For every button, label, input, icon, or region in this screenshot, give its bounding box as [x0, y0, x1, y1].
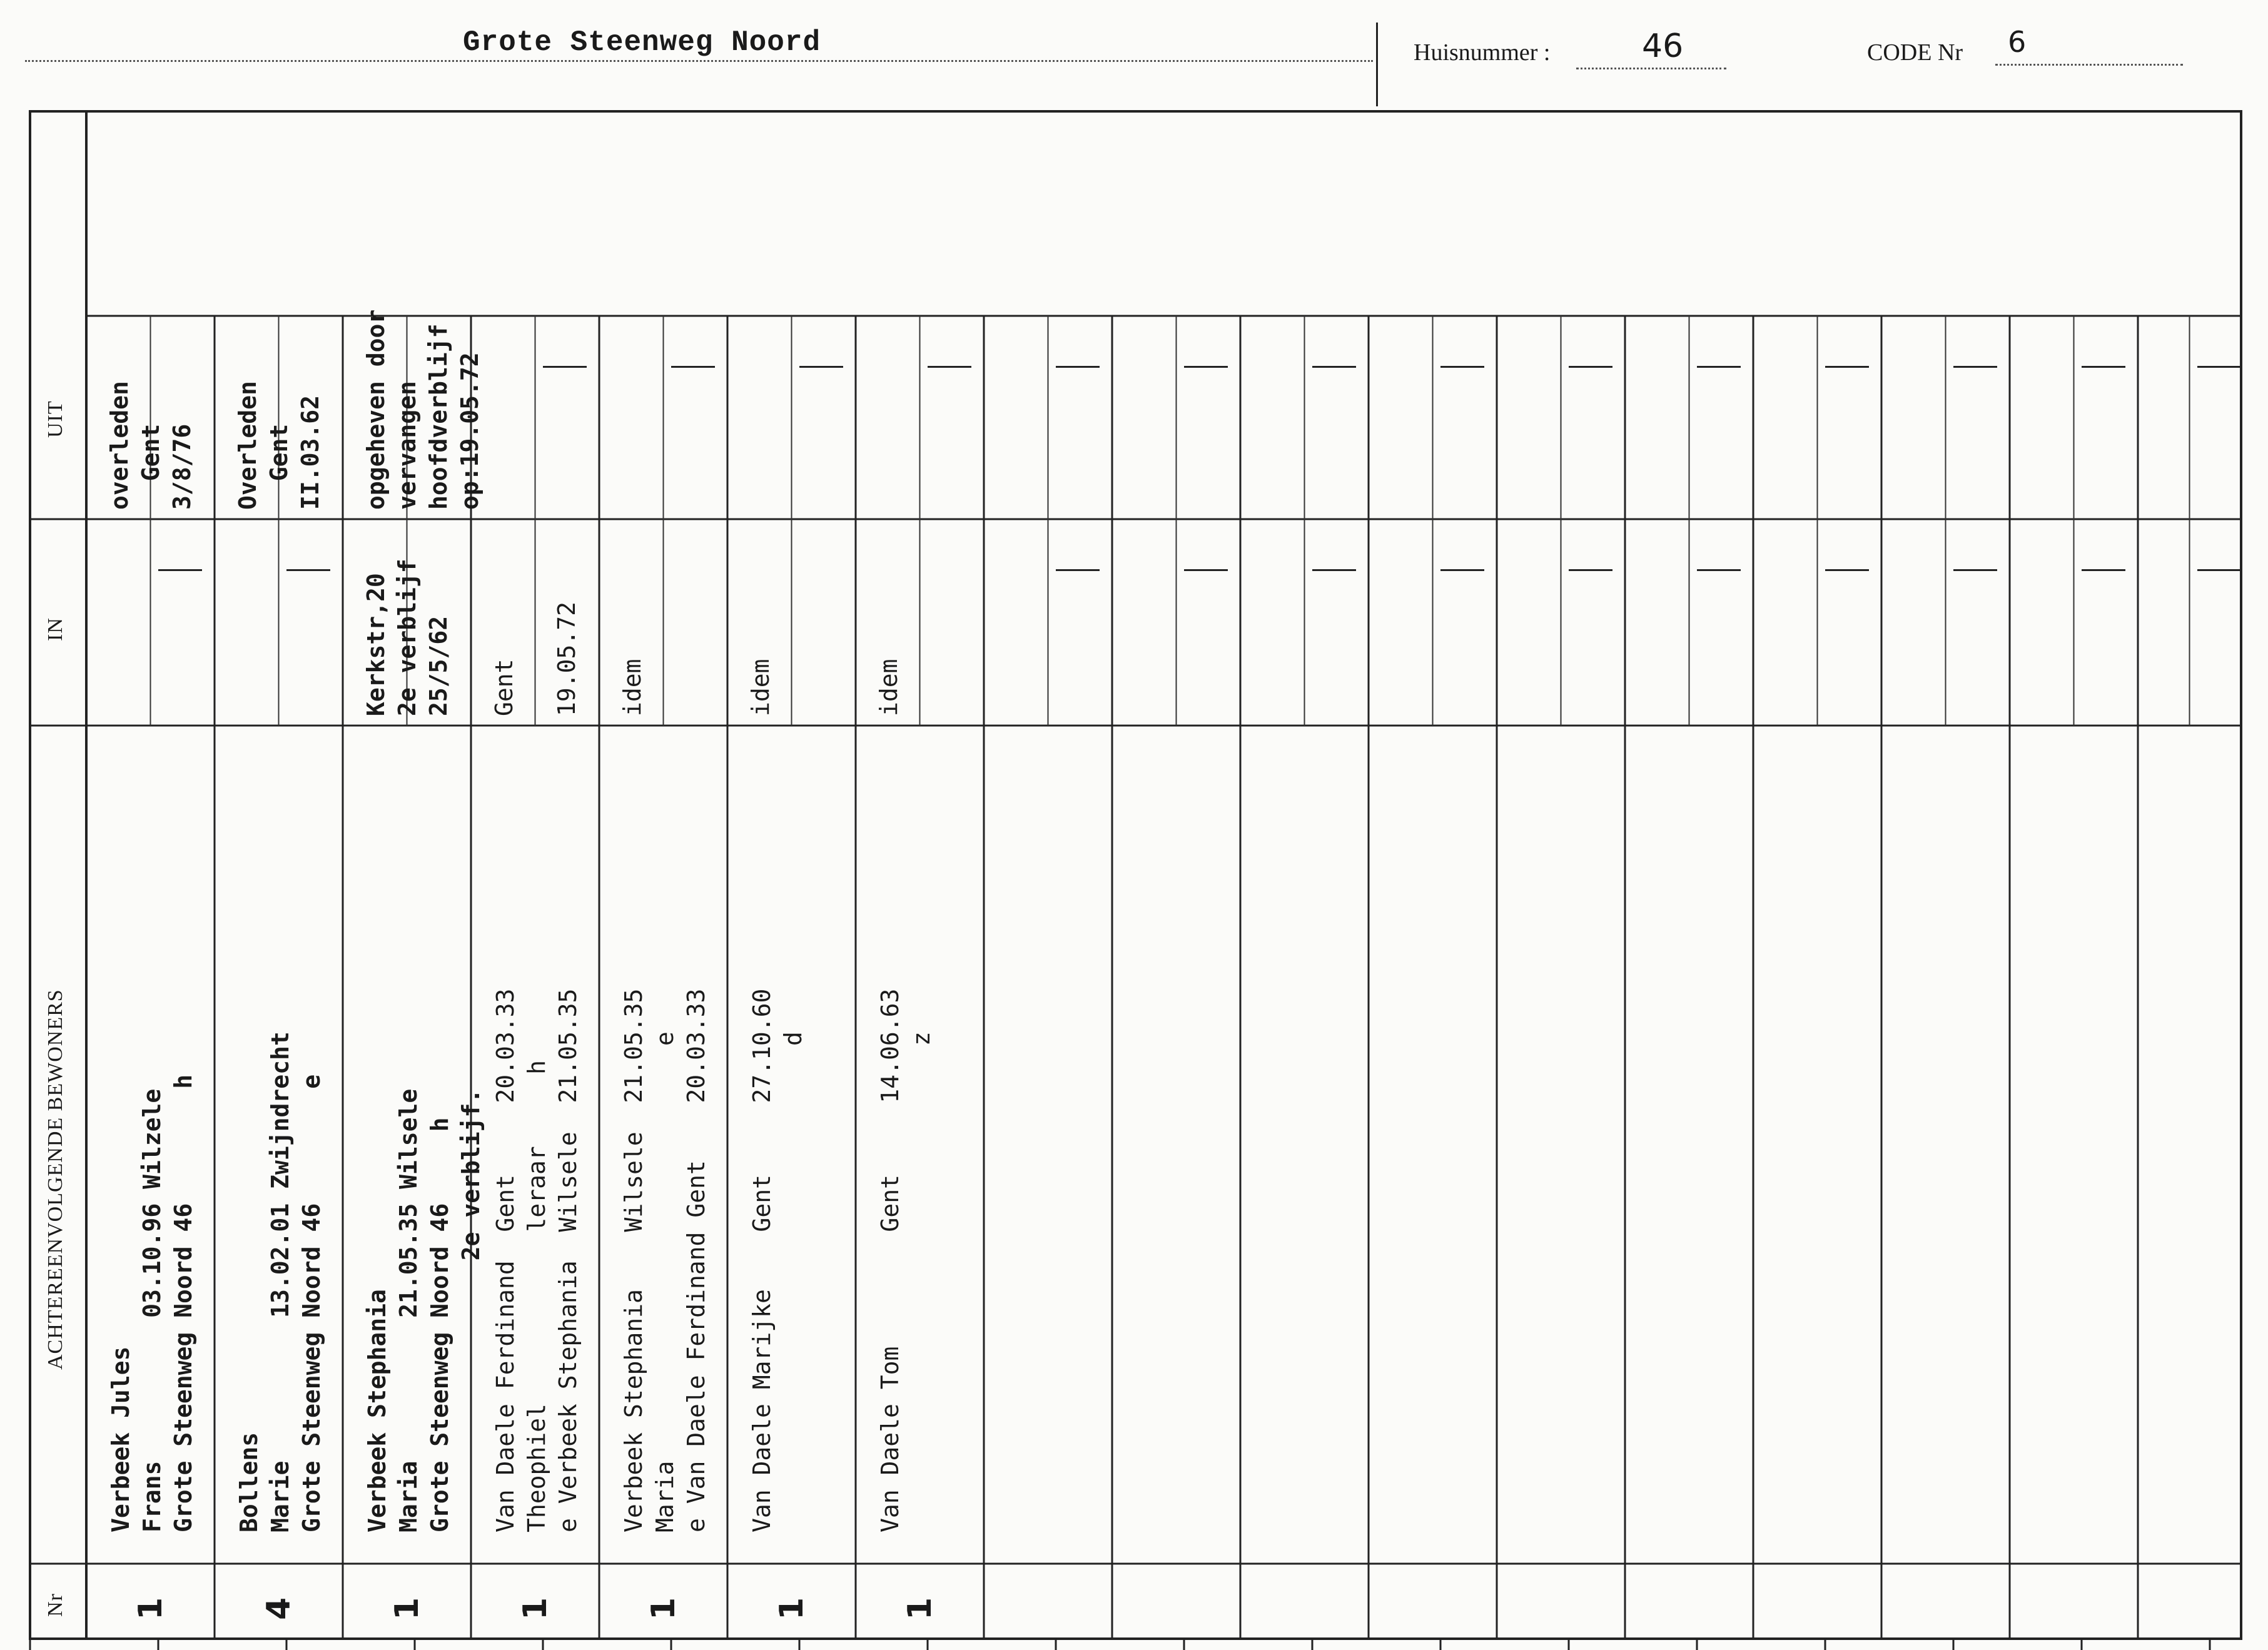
empty-cell-dash: [1440, 569, 1484, 571]
uit-line: vervangen: [393, 381, 421, 510]
resident-line: Theophiel leraar h: [523, 1060, 550, 1532]
uit-line: 3/8/76: [168, 423, 196, 510]
resident-line: Van Daele Marijke Gent 27.10.60: [748, 988, 776, 1532]
entry-nr: 1: [644, 1597, 682, 1620]
resident-line: Maria e: [651, 1031, 679, 1532]
empty-cell-dash: [1953, 569, 1997, 571]
uit-line: opgeheven door: [362, 309, 390, 510]
resident-line: Van Daele Ferdinand Gent 20.03.33: [492, 988, 519, 1532]
entry-nr: 1: [901, 1597, 939, 1620]
entry-resident-block: [874, 989, 937, 1532]
empty-cell-dash: [928, 366, 971, 368]
entry-nr: 4: [260, 1597, 298, 1620]
empty-cell-dash: [1697, 366, 1741, 368]
empty-cell-dash: [671, 366, 715, 368]
in-line: Gent: [490, 659, 518, 716]
in-line: 2e verblijf: [393, 559, 421, 716]
in-line: idem: [747, 659, 774, 716]
empty-cell-dash: [2082, 569, 2125, 571]
resident-line: Van Daele Tom Gent 14.06.63: [876, 988, 904, 1532]
resident-line: e Van Daele Ferdinand Gent 20.03.33: [682, 988, 710, 1532]
resident-line: Verbeek Stephania Wilsele 21.05.35: [620, 988, 647, 1532]
resident-line: Verbeek Jules: [107, 1346, 134, 1532]
empty-cell-dash: [1184, 569, 1228, 571]
resident-line: 2e verblijf.: [457, 1088, 485, 1532]
resident-line: Maria 21.05.35 Wilsele: [395, 1088, 422, 1532]
empty-cell-dash: [1825, 569, 1869, 571]
entry-in: [360, 559, 454, 716]
column-heading-nr: Nr: [44, 1593, 67, 1617]
entry-uit: [104, 381, 198, 510]
in-line: [520, 602, 551, 716]
entry-nr: 1: [388, 1597, 426, 1620]
empty-cell-dash: [1312, 569, 1356, 571]
resident-line: z: [908, 1031, 935, 1532]
entry-in: [873, 659, 904, 716]
entry-nr: 1: [516, 1597, 554, 1620]
entry-nr: 1: [131, 1597, 170, 1620]
code-label: CODE Nr: [1867, 39, 1963, 66]
in-line: Kerkstr,20: [362, 573, 390, 716]
resident-line: Grote Steenweg Noord 46 e: [298, 1074, 325, 1532]
resident-line: Grote Steenweg Noord 46 h: [170, 1074, 197, 1532]
entry-resident-block: [490, 989, 584, 1532]
entry-uit: [232, 381, 326, 510]
street-name: Grote Steenweg Noord: [463, 26, 821, 59]
in-line: idem: [875, 659, 903, 716]
entry-in: [489, 602, 582, 716]
column-heading-residents: ACHTEREENVOLGENDE BEWONERS: [44, 989, 67, 1370]
uit-line: Gent: [137, 423, 165, 510]
empty-cell-dash: [2197, 569, 2241, 571]
uit-line: op:19.05.72: [456, 352, 483, 510]
resident-line: Frans 03.10.96 Wilzele: [138, 1088, 166, 1532]
resident-line: e Verbeek Stephania Wilsele 21.05.35: [554, 988, 582, 1532]
empty-cell-dash: [1825, 366, 1869, 368]
house-number-label: Huisnummer :: [1414, 39, 1551, 66]
empty-cell-dash: [1440, 366, 1484, 368]
in-line: idem: [619, 659, 646, 716]
column-heading-in: IN: [44, 617, 67, 641]
uit-line: Overleden: [234, 381, 261, 510]
entry-in: [745, 659, 776, 716]
resident-line: Grote Steenweg Noord 46 h: [426, 1117, 453, 1532]
house-number-value: 46: [1642, 28, 1684, 65]
empty-cell-dash: [543, 366, 587, 368]
empty-cell-dash: [1569, 366, 1612, 368]
uit-line: hoofdverblijf: [425, 323, 452, 510]
resident-line: d: [779, 1031, 807, 1532]
empty-cell-dash: [1184, 366, 1228, 368]
empty-cell-dash: [1953, 366, 1997, 368]
entry-resident-block: [746, 989, 809, 1532]
code-value: 6: [2008, 25, 2027, 59]
uit-line: overleden: [106, 381, 133, 510]
in-line: 25/5/62: [425, 615, 452, 716]
uit-line: II.03.62: [296, 395, 324, 510]
empty-cell-dash: [1312, 366, 1356, 368]
in-line: 19.05.72: [553, 601, 580, 716]
entry-resident-block: [362, 1089, 487, 1532]
empty-cell-dash: [1056, 366, 1100, 368]
entry-nr: 1: [772, 1597, 811, 1620]
resident-line: Marie 13.02.01 Zwijndrecht: [266, 1031, 294, 1532]
entry-in: [617, 659, 648, 716]
column-heading-uit: UIT: [44, 400, 67, 438]
empty-cell-dash: [286, 569, 330, 571]
resident-line: Bollens: [235, 1432, 263, 1532]
entry-uit: [360, 310, 485, 510]
empty-cell-dash: [158, 569, 202, 571]
empty-cell-dash: [1697, 569, 1741, 571]
entry-resident-block: [233, 1031, 327, 1532]
empty-cell-dash: [2197, 366, 2241, 368]
uit-line: Gent: [265, 423, 293, 510]
entry-resident-block: [618, 989, 712, 1532]
empty-cell-dash: [799, 366, 843, 368]
entry-resident-block: [105, 1075, 199, 1532]
empty-cell-dash: [1056, 569, 1100, 571]
resident-line: Verbeek Stephania: [363, 1289, 391, 1532]
empty-cell-dash: [1569, 569, 1612, 571]
empty-cell-dash: [2082, 366, 2125, 368]
